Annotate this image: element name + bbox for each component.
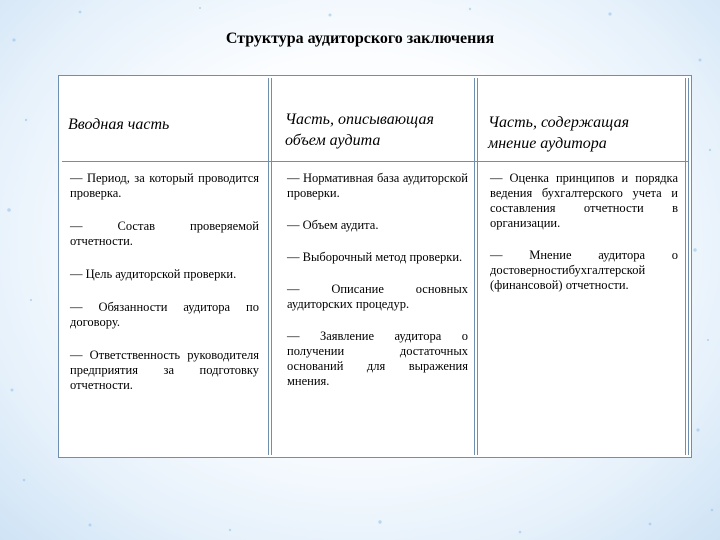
list-item: — Ответственность руководителя предприятия за подготовку отчетности. [70,348,259,392]
column-header: Вводная часть [68,116,170,133]
column-divider-2 [474,78,475,455]
list-item: — Цель аудиторской проверки. [70,267,237,281]
list-item: — Выборочный метод проверки. [287,250,463,264]
column-opinion [482,78,684,455]
list-item: — Оценка принципов и порядка ведения бухгалтерского учета и составления отчетности в организации. [490,171,678,230]
list-item: — Заявление аудитора о получении достаточных оснований для выражения мнения. [287,329,468,388]
table-right-border [685,78,686,455]
list-item: — Период, за который проводится проверка. [70,171,259,200]
list-item: — Состав проверяемой отчетности. [70,219,259,248]
page-title: Структура аудиторского заключения [225,30,495,47]
list-item: — Нормативная база аудиторской проверки. [287,171,468,200]
column-intro [62,78,265,455]
column-body [279,171,474,406]
column-scope [279,78,474,455]
list-item: — Объем аудита. [287,218,379,232]
column-header: Часть, содержащая мнение аудитора [488,114,630,152]
list-item: — Обязанности аудитора по договору. [70,300,259,329]
column-divider-1 [268,78,269,455]
column-header: Часть, описывающая объем аудита [285,111,434,149]
structure-table [58,75,692,458]
list-item: — Мнение аудитора о достоверностибухгалтерской (финансовой) отчетности. [490,248,678,292]
column-body [62,171,265,411]
column-body [482,171,684,310]
list-item: — Описание основных аудиторских процедур. [287,282,468,311]
